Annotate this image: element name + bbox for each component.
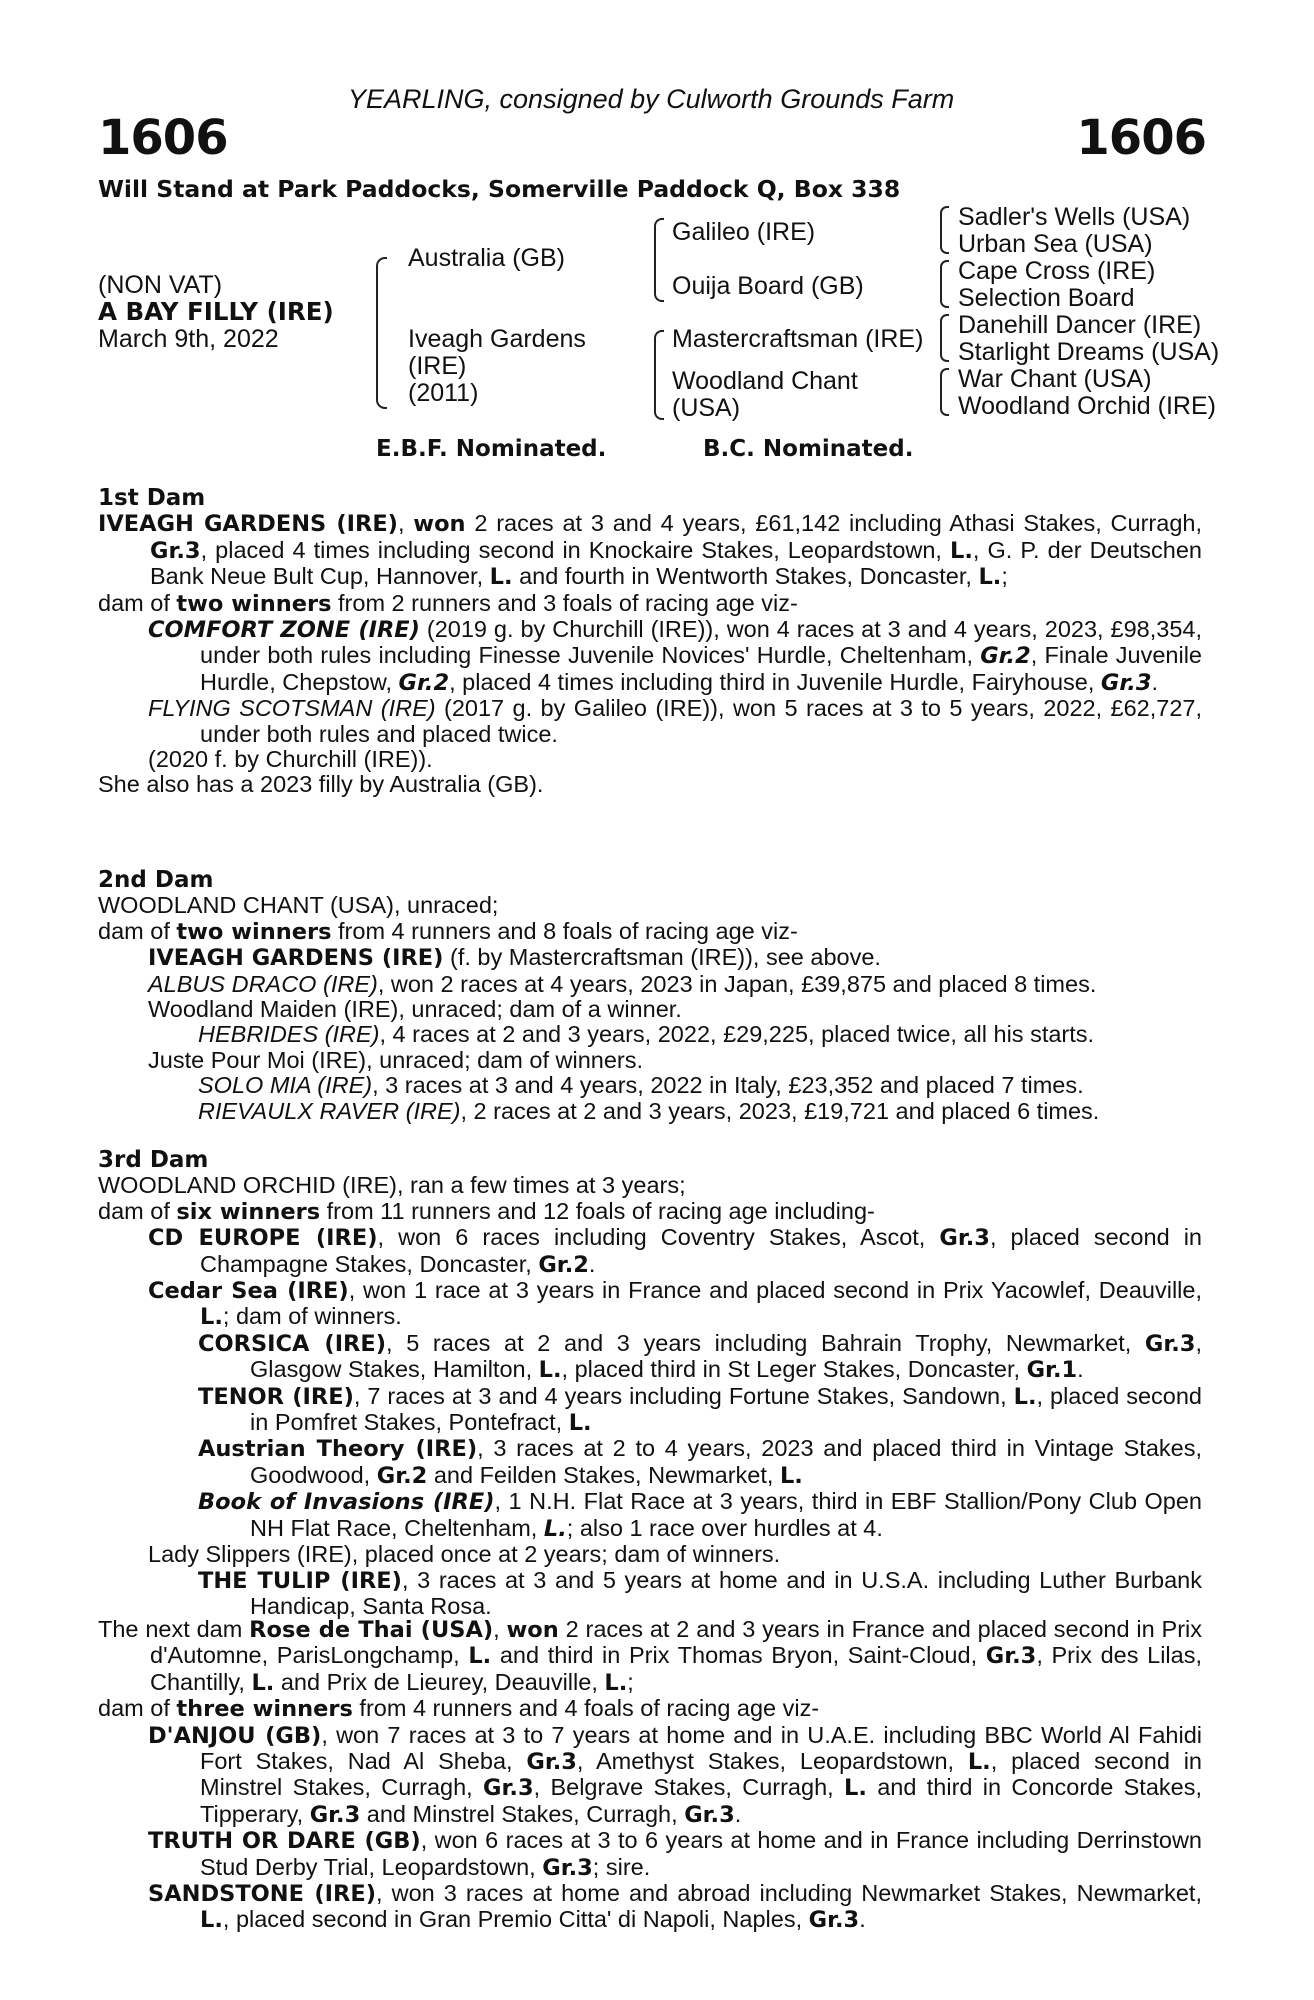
bold-text: Cedar Sea (IRE) bbox=[148, 1278, 349, 1305]
text: , won 6 races at 3 to 6 years at home and in France including Derrinstown Stud Derby Trial, Leopardstown, bbox=[200, 1827, 1202, 1880]
text: and Feilden Stakes, Newmarket, bbox=[427, 1461, 780, 1488]
text: ; sire. bbox=[592, 1853, 651, 1880]
vat-status: (NON VAT) bbox=[98, 271, 223, 299]
grand-produce-entry bbox=[98, 1436, 1202, 1489]
lot-number-left: 1606 bbox=[98, 110, 228, 166]
third-dam-produce-summary bbox=[98, 1199, 1202, 1225]
bold-text: CD EUROPE (IRE) bbox=[148, 1225, 378, 1252]
gg-sire-4: War Chant (USA) bbox=[958, 365, 1152, 393]
gg-dam-4: Woodland Orchid (IRE) bbox=[958, 392, 1216, 420]
bold-text: six winners bbox=[176, 1198, 321, 1225]
brace-g3-1 bbox=[940, 206, 949, 254]
text: , 1 N.H. Flat Race at 3 years, third in EBF Stallion/Pony Club Open NH Flat Race, Cheltenham, bbox=[250, 1488, 1202, 1541]
text: . bbox=[734, 1800, 742, 1827]
bold-text: SANDSTONE (IRE) bbox=[148, 1881, 377, 1908]
produce-entry bbox=[98, 1828, 1202, 1881]
first-dam-record bbox=[98, 511, 1202, 590]
bold-text: Gr.3 bbox=[939, 1225, 990, 1252]
text: , 7 races at 3 and 4 years including Fortune Stakes, Sandown, bbox=[353, 1382, 1014, 1409]
stand-location: Will Stand at Park Paddocks, Somerville Paddock Q, Box 338 bbox=[98, 175, 901, 203]
bold-text: two winners bbox=[176, 918, 332, 945]
next-dam-section bbox=[98, 1617, 1202, 1934]
produce-entry bbox=[98, 1881, 1202, 1934]
produce-entry bbox=[98, 1225, 1202, 1278]
text: dam of bbox=[98, 1197, 177, 1224]
text: from 4 runners and 4 foals of racing age viz- bbox=[352, 1695, 820, 1722]
text: 2 races at 3 and 4 years, £61,142 including Athasi Stakes, Curragh, bbox=[465, 510, 1202, 537]
bold-text: won bbox=[413, 511, 466, 538]
produce-entry bbox=[98, 997, 1202, 1022]
italic-text: ALBUS DRACO (IRE) bbox=[148, 970, 378, 997]
bold-text: L. bbox=[779, 1462, 803, 1489]
bold-italic-text: Gr.3 bbox=[1100, 669, 1152, 696]
bold-text: Gr.3 bbox=[150, 537, 201, 564]
bold-text: TENOR (IRE) bbox=[198, 1383, 354, 1410]
text: , won 1 race at 3 years in France and placed second in Prix Yacowlef, Deauville, bbox=[348, 1277, 1202, 1304]
text: , bbox=[493, 1616, 507, 1642]
bold-text: TRUTH OR DARE (GB) bbox=[148, 1828, 421, 1855]
text: , bbox=[397, 510, 414, 537]
sire-sire: Galileo (IRE) bbox=[672, 218, 816, 246]
gg-sire-3: Danehill Dancer (IRE) bbox=[958, 311, 1202, 339]
bold-text: won bbox=[506, 1617, 559, 1643]
bold-italic-text: L. bbox=[543, 1515, 567, 1542]
text: , 2 races at 2 and 3 years, 2023, £19,721 and placed 6 times. bbox=[460, 1097, 1100, 1124]
horse-name: A BAY FILLY (IRE) bbox=[98, 297, 334, 326]
text: , Amethyst Stakes, Leopardstown, bbox=[576, 1748, 968, 1775]
text: , won 3 races at home and abroad including Newmarket Stakes, Newmarket, bbox=[376, 1880, 1202, 1907]
second-dam-section bbox=[98, 868, 1202, 1124]
grand-produce-entry bbox=[98, 1568, 1202, 1620]
second-dam-record bbox=[98, 893, 1202, 918]
gg-sire-2: Cape Cross (IRE) bbox=[958, 257, 1156, 285]
produce-entry bbox=[98, 747, 1202, 772]
text: ; dam of winners. bbox=[222, 1303, 402, 1330]
text: , Finale Juvenile Hurdle, Chepstow, bbox=[200, 642, 1202, 695]
first-dam-section bbox=[98, 486, 1202, 798]
bold-text: L. bbox=[978, 564, 1002, 591]
bold-text: Gr.1 bbox=[1026, 1357, 1078, 1384]
bold-text: Rose de Thai (USA) bbox=[249, 1617, 494, 1643]
bold-text: IVEAGH GARDENS (IRE) bbox=[148, 945, 444, 972]
bold-text: Austrian Theory (IRE) bbox=[198, 1436, 478, 1463]
first-dam-produce-summary bbox=[98, 591, 1202, 617]
text: . bbox=[1151, 668, 1159, 695]
dam-line2: (IRE) bbox=[408, 352, 467, 380]
text: ; also 1 race over hurdles at 4. bbox=[566, 1514, 883, 1541]
text: , G. P. der Deutschen Bank Neue Bult Cup, Hannover, bbox=[150, 536, 1202, 590]
ebf-nomination: E.B.F. Nominated. bbox=[376, 436, 607, 462]
bold-text: Gr.3 bbox=[542, 1854, 593, 1881]
next-dam-produce-summary bbox=[98, 1696, 1202, 1722]
dam-dam-line2: (USA) bbox=[672, 394, 741, 422]
text: , placed second in Gran Premio Citta' di Napoli, Naples, bbox=[222, 1906, 809, 1933]
bold-text: IVEAGH GARDENS (IRE) bbox=[98, 511, 398, 538]
produce-entry bbox=[98, 945, 1202, 971]
text: , placed second in Champagne Stakes, Doncaster, bbox=[200, 1224, 1202, 1277]
next-dam-record bbox=[98, 1617, 1202, 1696]
bold-text: Gr.3 bbox=[684, 1801, 735, 1828]
brace-g3-2 bbox=[940, 260, 949, 308]
brace-dam-side bbox=[654, 330, 664, 420]
text: and fourth in Wentworth Stakes, Doncaster, bbox=[512, 563, 979, 590]
bold-text: L. bbox=[251, 1669, 275, 1696]
text: , placed 4 times including third in Juvenile Hurdle, Fairyhouse, bbox=[449, 668, 1101, 695]
brace-sire-side bbox=[654, 218, 664, 302]
text: The next dam bbox=[98, 1616, 250, 1642]
text: , won 7 races at 3 to 7 years at home and in U.A.E. including BBC World Al Fahidi Fort Stakes, Nad Al Sheba, bbox=[200, 1721, 1202, 1775]
bold-text: L. bbox=[489, 564, 513, 591]
text: (2020 f. by Churchill (IRE)). bbox=[148, 746, 433, 773]
bold-text: L. bbox=[468, 1643, 492, 1670]
bold-text: Gr.3 bbox=[985, 1643, 1037, 1670]
bold-text: L. bbox=[604, 1669, 628, 1696]
text: Lady Slippers (IRE), placed once at 2 years; dam of winners. bbox=[148, 1541, 781, 1568]
text: WOODLAND CHANT (USA), unraced; bbox=[98, 892, 499, 919]
bold-text: Gr.3 bbox=[808, 1907, 860, 1934]
bc-nomination: B.C. Nominated. bbox=[703, 436, 914, 462]
text: , placed second in Minstrel Stakes, Curragh, bbox=[200, 1748, 1202, 1801]
text: from 2 runners and 3 foals of racing age viz- bbox=[331, 589, 798, 616]
produce-entry bbox=[98, 972, 1202, 997]
lot-number-right: 1606 bbox=[1076, 110, 1206, 166]
bold-text: CORSICA (IRE) bbox=[198, 1330, 387, 1357]
text: , Prix des Lilas, Chantilly, bbox=[150, 1642, 1202, 1695]
text: dam of bbox=[98, 589, 177, 616]
bold-text: Gr.3 bbox=[526, 1749, 577, 1776]
text: (2017 g. by Galileo (IRE)), won 5 races at 3 to 5 years, 2022, £62,727, under both rules and placed twice. bbox=[200, 695, 1203, 747]
grand-produce-entry bbox=[98, 1073, 1202, 1098]
grand-produce-entry bbox=[98, 1022, 1202, 1047]
text: , 5 races at 2 and 3 years including Bahrain Trophy, Newmarket, bbox=[386, 1329, 1145, 1356]
bold-text: L. bbox=[568, 1410, 592, 1437]
sire-dam: Ouija Board (GB) bbox=[672, 272, 864, 300]
text: , 3 races at 2 to 4 years, 2023 and placed third in Vintage Stakes, Goodwood, bbox=[250, 1435, 1202, 1488]
bold-text: Gr.3 bbox=[309, 1801, 361, 1828]
produce-entry bbox=[98, 1723, 1202, 1829]
grand-produce-entry bbox=[98, 1489, 1202, 1542]
produce-note bbox=[98, 772, 1202, 797]
brace-gen1 bbox=[376, 257, 387, 409]
grand-produce-entry bbox=[98, 1099, 1202, 1124]
text: , Belgrave Stakes, Curragh, bbox=[533, 1774, 844, 1801]
bold-italic-text: Book of Invasions (IRE) bbox=[198, 1489, 495, 1516]
italic-text: FLYING SCOTSMAN (IRE) bbox=[148, 695, 436, 722]
foaling-date: March 9th, 2022 bbox=[98, 325, 279, 353]
brace-g3-3 bbox=[940, 314, 949, 362]
text: , won 6 races including Coventry Stakes, Ascot, bbox=[377, 1224, 940, 1251]
brace-g3-4 bbox=[940, 368, 949, 416]
dam-dam-line1: Woodland Chant bbox=[672, 367, 858, 395]
bold-text: D'ANJOU (GB) bbox=[148, 1722, 322, 1749]
third-dam-record bbox=[98, 1173, 1202, 1198]
second-dam-produce-summary bbox=[98, 919, 1202, 945]
text: (2019 g. by Churchill (IRE)), won 4 races at 3 and 4 years, 2023, £98,354, under both rules including Finesse Juvenile Novices' Hurdle, Cheltenham, bbox=[200, 616, 1202, 669]
text: and third in Concorde Stakes, Tipperary, bbox=[200, 1774, 1202, 1827]
bold-text: L. bbox=[200, 1907, 223, 1934]
sire: Australia (GB) bbox=[408, 244, 565, 272]
text: and Prix de Lieurey, Deauville, bbox=[274, 1668, 605, 1695]
dam-line1: Iveagh Gardens bbox=[408, 325, 586, 353]
gg-sire-1: Sadler's Wells (USA) bbox=[958, 203, 1191, 231]
text: . bbox=[859, 1906, 866, 1933]
text: and Minstrel Stakes, Curragh, bbox=[360, 1800, 685, 1827]
gg-dam-2: Selection Board bbox=[958, 284, 1135, 312]
text: Woodland Maiden (IRE), unraced; dam of a winner. bbox=[148, 996, 682, 1023]
text: , placed second in Pomfret Stakes, Pontefract, bbox=[250, 1382, 1203, 1436]
produce-entry bbox=[98, 1278, 1202, 1331]
text: , placed 4 times including second in Knockaire Stakes, Leopardstown, bbox=[200, 536, 951, 563]
bold-text: Gr.3 bbox=[1144, 1330, 1196, 1357]
gg-dam-1: Urban Sea (USA) bbox=[958, 230, 1153, 258]
text: from 4 runners and 8 foals of racing age viz- bbox=[331, 917, 798, 944]
text: , 3 races at 3 and 5 years at home and in U.S.A. including Luther Burbank Handicap, Santa Rosa. bbox=[250, 1566, 1203, 1619]
grand-produce-entry bbox=[98, 1384, 1202, 1437]
text: ; bbox=[1001, 563, 1008, 590]
text: , 3 races at 3 and 4 years, 2022 in Italy, £23,352 and placed 7 times. bbox=[372, 1072, 1084, 1099]
text: , 4 races at 2 and 3 years, 2022, £29,225, placed twice, all his starts. bbox=[379, 1021, 1095, 1048]
bold-text: Gr.2 bbox=[376, 1462, 428, 1489]
bold-italic-text: Gr.2 bbox=[398, 669, 450, 696]
produce-entry bbox=[98, 617, 1202, 696]
text: 2 races at 2 and 3 years in France and placed second in Prix d'Automne, ParisLongchamp, bbox=[150, 1616, 1202, 1669]
bold-text: L. bbox=[844, 1775, 867, 1802]
bold-text: two winners bbox=[176, 590, 332, 617]
text: , won 2 races at 4 years, 2023 in Japan, £39,875 and placed 8 times. bbox=[377, 970, 1097, 997]
text: (f. by Mastercraftsman (IRE)), see above. bbox=[443, 944, 881, 971]
text: . bbox=[1077, 1356, 1084, 1383]
bold-text: L. bbox=[967, 1749, 991, 1776]
text: . bbox=[588, 1250, 596, 1277]
text: dam of bbox=[98, 1695, 177, 1722]
bold-text: L. bbox=[200, 1304, 223, 1331]
text: from 11 runners and 12 foals of racing age including- bbox=[320, 1197, 875, 1224]
gg-dam-3: Starlight Dreams (USA) bbox=[958, 338, 1220, 366]
bold-text: L. bbox=[1013, 1383, 1037, 1410]
dam-line3: (2011) bbox=[408, 379, 479, 407]
text: She also has a 2023 filly by Australia (GB). bbox=[98, 771, 544, 798]
italic-text: SOLO MIA (IRE) bbox=[198, 1072, 373, 1099]
dam-sire: Mastercraftsman (IRE) bbox=[672, 325, 924, 353]
third-dam-section bbox=[98, 1148, 1202, 1619]
bold-text: THE TULIP (IRE) bbox=[198, 1567, 402, 1594]
text: dam of bbox=[98, 917, 177, 944]
consignment-line: YEARLING, consigned by Culworth Grounds Farm bbox=[348, 84, 955, 114]
text: ; bbox=[627, 1668, 634, 1695]
bold-text: three winners bbox=[176, 1696, 353, 1723]
bold-text: Gr.2 bbox=[538, 1251, 589, 1278]
text: , Glasgow Stakes, Hamilton, bbox=[250, 1329, 1202, 1383]
italic-text: HEBRIDES (IRE) bbox=[198, 1021, 380, 1048]
bold-text: L. bbox=[950, 537, 973, 564]
third-dam-heading: 3rd Dam bbox=[98, 1147, 209, 1173]
text: and third in Prix Thomas Bryon, Saint-Cloud, bbox=[491, 1642, 986, 1669]
text: WOODLAND ORCHID (IRE), ran a few times at 3 years; bbox=[98, 1172, 686, 1199]
bold-text: Gr.3 bbox=[483, 1775, 534, 1802]
italic-text: RIEVAULX RAVER (IRE) bbox=[198, 1097, 461, 1124]
second-dam-heading: 2nd Dam bbox=[98, 867, 214, 893]
text: Juste Pour Moi (IRE), unraced; dam of winners. bbox=[148, 1046, 644, 1073]
produce-entry bbox=[98, 1542, 1202, 1567]
produce-entry bbox=[98, 696, 1202, 747]
bold-text: L. bbox=[538, 1357, 562, 1384]
bold-italic-text: Gr.2 bbox=[980, 643, 1031, 670]
text: , placed third in St Leger Stakes, Doncaster, bbox=[561, 1356, 1027, 1383]
bold-italic-text: COMFORT ZONE (IRE) bbox=[148, 617, 420, 644]
first-dam-heading: 1st Dam bbox=[98, 485, 206, 511]
grand-produce-entry bbox=[98, 1331, 1202, 1384]
produce-entry bbox=[98, 1048, 1202, 1073]
